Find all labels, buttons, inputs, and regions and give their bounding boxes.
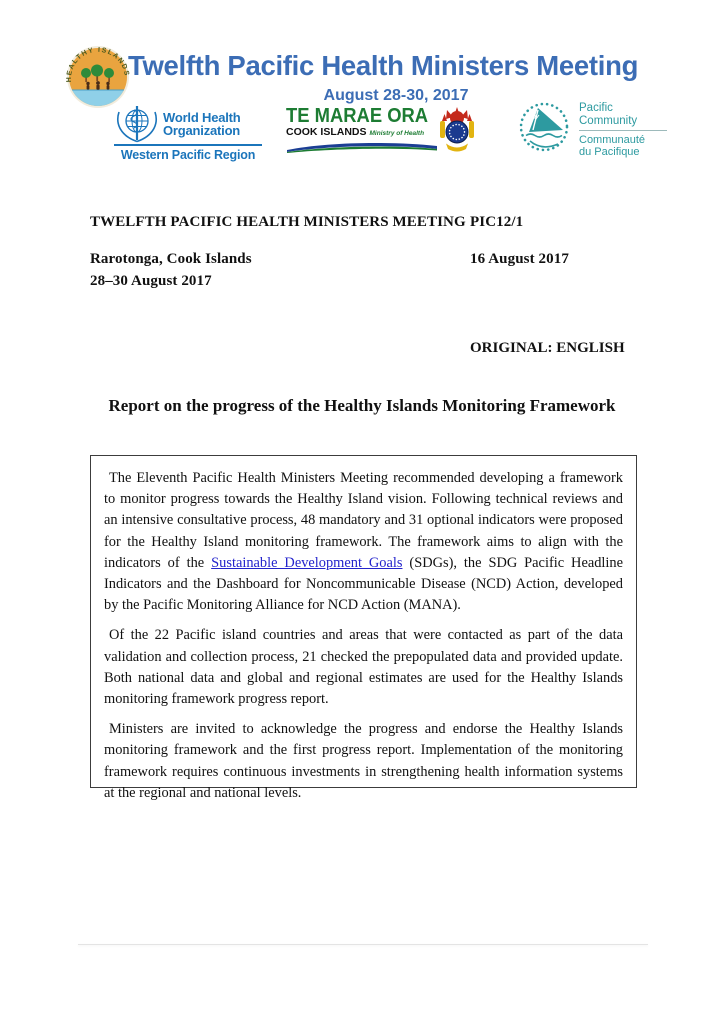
te-marae-ora-logo bbox=[286, 106, 476, 164]
pacific-community-logo bbox=[518, 99, 667, 161]
who-divider bbox=[114, 144, 262, 146]
spc-divider bbox=[579, 130, 667, 131]
who-logo bbox=[114, 104, 262, 162]
tmo-swoosh-graphic bbox=[286, 139, 438, 153]
meeting-location: Rarotonga, Cook Islands bbox=[90, 251, 252, 267]
document-reference-block bbox=[90, 214, 637, 292]
summary-box bbox=[90, 455, 637, 801]
banner-title: Twelfth Pacific Health Ministers Meeting bbox=[128, 50, 639, 81]
paragraph1-text-after: (SDGs), the SDG Pacific Headline Indicators and the Dashboard for Noncommunicable Disease (NCD) Action, developed by the Pacific Monitoring Alliance for NCD Action (MANA). bbox=[104, 554, 624, 614]
who-name-line2: Organization bbox=[163, 123, 241, 138]
spc-name-en-line1: Pacific bbox=[579, 102, 613, 114]
spc-name-fr-line2: du Pacifique bbox=[579, 146, 640, 158]
document-code: PIC12/1 bbox=[470, 214, 524, 230]
pacific-community-emblem-icon bbox=[518, 99, 572, 161]
spc-name-fr-line1: Communauté bbox=[579, 134, 646, 146]
banner-dates: August 28-30, 2017 bbox=[323, 87, 469, 104]
tmo-ministry-label: Ministry of Health bbox=[369, 130, 425, 137]
meeting-dates: 28–30 August 2017 bbox=[90, 273, 212, 289]
page-divider bbox=[78, 944, 648, 945]
healthy-islands-arc-text: HEALTHY ISLANDS bbox=[66, 46, 130, 83]
who-emblem-icon bbox=[114, 104, 160, 144]
who-name-line1: World Health bbox=[163, 109, 241, 125]
original-language-label: ORIGINAL: ENGLISH bbox=[470, 340, 625, 356]
cook-islands-crest-icon bbox=[438, 106, 476, 158]
healthy-islands-logo-icon bbox=[66, 45, 130, 109]
report-title: Report on the progress of the Healthy Islands Monitoring Framework bbox=[108, 396, 616, 415]
meeting-name: TWELFTH PACIFIC HEALTH MINISTERS MEETING bbox=[90, 214, 466, 230]
tmo-title: TE MARAE ORA bbox=[286, 105, 429, 127]
paragraph1-text-before: The Eleventh Pacific Health Ministers Meeting recommended developing a framework to monitor progress towards the Healthy Island vision. Following technical reviews and an intensive consultative process, 48 mandatory and 31 optional indicators were proposed for the Healthy Island monitoring framework. The framework aims to align with the indicators of the bbox=[104, 470, 623, 571]
tmo-country-label: COOK ISLANDS bbox=[286, 126, 367, 138]
who-region-label: Western Pacific Region bbox=[120, 148, 256, 162]
sdg-link[interactable]: Sustainable Development Goals bbox=[211, 554, 403, 571]
summary-paragraph-2: Of the 22 Pacific island countries and areas that were contacted as part of the data validation and collection process, 21 checked the prepopulated data and provided update. Both national data and global and regional estimates are used for the Healthy Islands monitoring framework progress report. bbox=[104, 627, 623, 708]
spc-name-en-line2: Community bbox=[579, 114, 638, 127]
document-date: 16 August 2017 bbox=[470, 251, 569, 267]
summary-paragraph-1 bbox=[104, 468, 623, 616]
summary-paragraph-3: Ministers are invited to acknowledge the progress and endorse the Healthy Islands monitoring framework and the first progress report. Implementation of the monitoring framework requires continuous investments in strengthening health information systems at the regional and national levels. bbox=[104, 721, 623, 801]
